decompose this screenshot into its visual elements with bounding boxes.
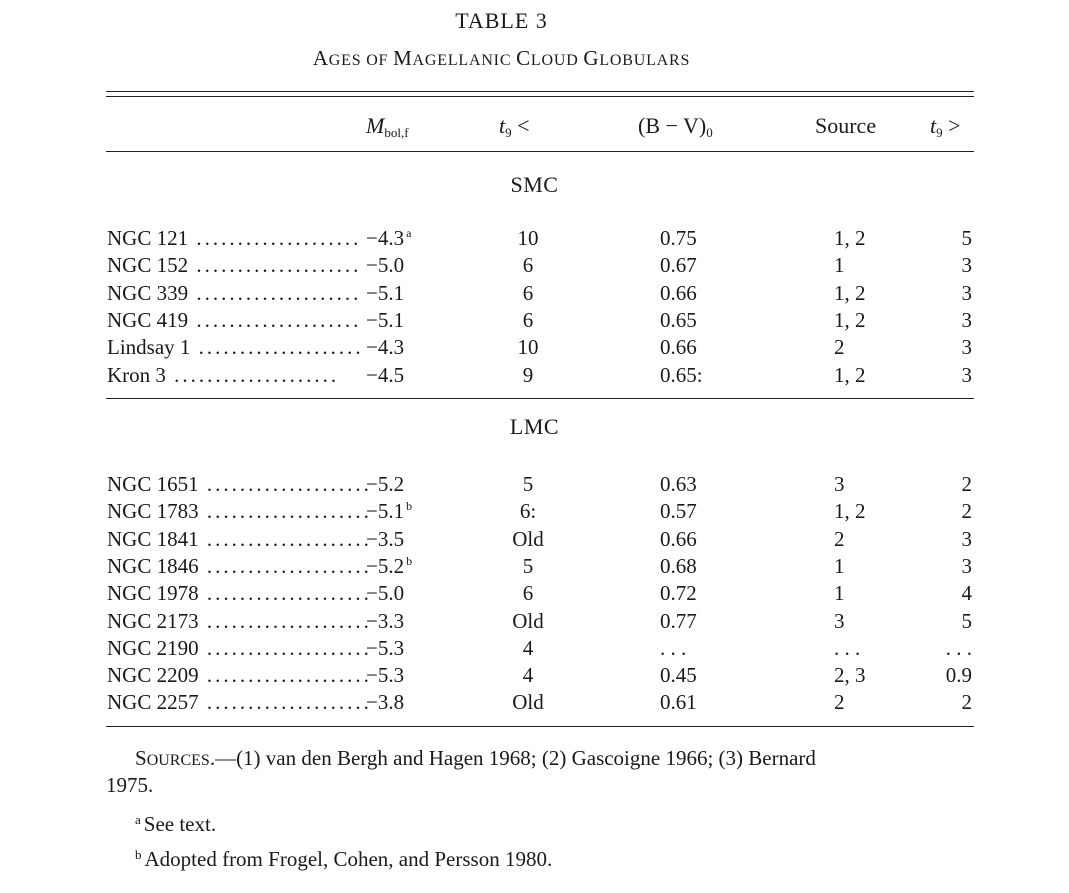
t9-less-value: Old [512, 608, 544, 633]
cluster-name-text: NGC 1841 [107, 526, 199, 551]
cluster-name [107, 280, 362, 306]
cluster-name-text: Lindsay 1 [107, 335, 191, 360]
sources-note: SOURCES.—(1) van den Bergh and Hagen 1968; (2) Gascoigne 1966; (3) Bernard [135, 746, 816, 770]
mbol-value: −5.1 $^b$ [366, 499, 413, 524]
b-minus-v-value: 0.68 [660, 553, 697, 578]
top-rule-1 [106, 91, 974, 92]
table-row [0, 636, 1003, 664]
mbol-value: −4.3 $^a$ [366, 226, 412, 250]
mbol-value: −5.1 [366, 307, 405, 332]
source-value: . . . [834, 635, 861, 660]
source-value: 1 [834, 581, 845, 606]
cluster-name [107, 226, 362, 251]
cluster-name [107, 553, 372, 579]
b-minus-v-value: 0.63 [660, 472, 697, 496]
mbol-value: −4.3 [366, 335, 405, 360]
cluster-name-text: NGC 152 [107, 253, 189, 278]
cluster-name-text: Kron 3 [107, 362, 166, 387]
header-b-minus-v: $(B - V)_0$ [638, 113, 713, 140]
leader-dots: .................... [188, 280, 362, 305]
t9-greater-value: 2 [961, 499, 972, 524]
b-minus-v-value: 0.45 [660, 663, 697, 688]
table-row [0, 499, 1003, 527]
header-t9-less: $t_9$ < [499, 113, 530, 140]
mbol-value: −3.8 [366, 690, 405, 715]
cluster-name [107, 472, 372, 497]
cluster-name [107, 253, 362, 278]
mbol-value: −3.3 [366, 608, 405, 633]
leader-dots: .................... [198, 690, 372, 715]
cluster-name-text: NGC 1783 [107, 499, 199, 524]
footnote-b: $^b$ Adopted from Frogel, Cohen, and Persson 1980. [135, 847, 553, 871]
cluster-name-text: NGC 1978 [107, 581, 199, 606]
leader-dots: .................... [198, 472, 372, 496]
b-minus-v-value: 0.67 [660, 253, 697, 278]
b-minus-v-value: 0.66 [660, 280, 697, 305]
b-minus-v-value: 0.66 [660, 526, 697, 551]
source-value: 1, 2 [834, 499, 866, 524]
t9-greater-value: 2 [961, 472, 972, 496]
mbol-value: −5.0 [366, 581, 405, 606]
t9-less-value: 4 [522, 663, 534, 688]
cluster-name [107, 581, 372, 606]
caption-part: LOBULARS [599, 52, 691, 69]
leader-dots: .................... [188, 253, 362, 278]
t9-greater-value: . . . [945, 635, 972, 660]
footnote-marker: a [406, 226, 412, 240]
b-minus-v-value: 0.77 [660, 608, 697, 633]
header-t9-greater: $t_9$ > [930, 113, 961, 140]
source-value: 1 [834, 253, 845, 278]
table-row [0, 609, 1003, 637]
t9-less-value: 5 [522, 553, 534, 578]
mbol-value: −5.1 [366, 280, 405, 305]
t9-greater-value: 3 [961, 253, 972, 278]
b-minus-v-value: 0.66 [660, 335, 697, 360]
leader-dots: .................... [198, 635, 372, 660]
footnote-a: $^a$ See text. [135, 812, 217, 836]
t9-greater-value: 3 [961, 526, 972, 551]
table-row [0, 663, 1003, 691]
source-value: 2, 3 [834, 663, 866, 688]
t9-less-value: 6: [519, 499, 537, 524]
source-value: 3 [834, 472, 845, 496]
cluster-name-text: NGC 2209 [107, 663, 199, 688]
t9-less-value: 6 [522, 280, 534, 305]
table-row [0, 363, 1003, 391]
leader-dots: .................... [190, 335, 364, 360]
table-row [0, 554, 1003, 582]
caption-part: C [516, 46, 531, 70]
header-mbol: $M_{bol,f}$ [366, 113, 409, 140]
leader-dots: .................... [198, 553, 372, 578]
t9-less-value: 10 [517, 226, 539, 250]
leader-dots: .................... [198, 499, 372, 524]
source-value: 1, 2 [834, 280, 866, 305]
table-row [0, 308, 1003, 336]
leader-dots: .................... [198, 608, 372, 633]
t9-less-value: Old [512, 690, 544, 715]
cluster-name [107, 663, 372, 688]
cluster-name-text: NGC 339 [107, 280, 189, 305]
cluster-name-text: NGC 2257 [107, 690, 199, 715]
top-rule-2 [106, 96, 974, 97]
cluster-name-text: NGC 419 [107, 307, 189, 332]
table-row [0, 281, 1003, 309]
cluster-name-text: NGC 2173 [107, 608, 199, 633]
mbol-value: −3.5 [366, 526, 405, 551]
cluster-name [107, 362, 340, 388]
cluster-name [107, 526, 372, 552]
b-minus-v-value: 0.57 [660, 499, 697, 524]
cluster-name [107, 499, 372, 524]
caption-part: AGELLANIC [412, 52, 517, 69]
table-row [0, 335, 1003, 363]
source-value: 3 [834, 608, 845, 633]
b-minus-v-value: 0.65: [660, 362, 703, 387]
t9-greater-value: 3 [961, 307, 972, 332]
caption-part: LOUD [530, 52, 584, 69]
t9-greater-value: 3 [961, 335, 972, 360]
t9-greater-value: 2 [961, 690, 972, 715]
source-value: 1, 2 [834, 226, 866, 250]
section-label-lmc: LMC [509, 414, 560, 439]
b-minus-v-value: 0.72 [660, 581, 697, 606]
leader-dots: .................... [198, 526, 372, 551]
t9-less-value: Old [512, 526, 544, 551]
table-row [0, 472, 1003, 500]
source-value: 2 [834, 335, 845, 360]
cluster-name-text: NGC 2190 [107, 635, 199, 660]
footnote-marker: b [406, 499, 413, 514]
mbol-value: −4.5 [366, 362, 405, 387]
caption-part: A [312, 46, 329, 70]
source-value: 1 [834, 553, 845, 578]
header-source: Source [815, 113, 877, 138]
table-row [0, 253, 1003, 281]
t9-less-value: 6 [522, 253, 534, 278]
source-value: 1, 2 [834, 362, 866, 387]
cluster-name-text: NGC 1651 [107, 472, 199, 496]
t9-less-value: 6 [522, 307, 534, 332]
b-minus-v-value: 0.61 [660, 690, 697, 715]
t9-less-value: 10 [517, 335, 539, 360]
caption-part: G [583, 46, 600, 70]
header-rule [106, 151, 974, 152]
t9-greater-value: 0.9 [945, 663, 972, 688]
table-caption [0, 46, 1003, 71]
mbol-value: −5.3 [366, 663, 405, 688]
source-value: 2 [834, 690, 845, 715]
t9-greater-value: 5 [961, 226, 972, 250]
t9-less-value: 9 [522, 362, 534, 387]
cluster-name [107, 635, 372, 661]
leader-dots: .................... [198, 581, 372, 606]
table-row [0, 690, 1003, 718]
t9-less-value: 6 [522, 581, 534, 606]
t9-greater-value: 3 [961, 553, 972, 578]
table-row [0, 581, 1003, 609]
caption-part: GES OF [328, 52, 394, 69]
leader-dots: .................... [165, 362, 340, 387]
cluster-name-text: NGC 121 [107, 226, 189, 250]
cluster-name [107, 307, 362, 333]
b-minus-v-value: 0.65 [660, 307, 697, 332]
b-minus-v-value: . . . [660, 635, 687, 660]
sources-note-continued: 1975. [106, 773, 154, 797]
leader-dots: .................... [198, 663, 372, 688]
cluster-name [107, 335, 364, 360]
table-row [0, 226, 1003, 254]
leader-dots: .................... [188, 307, 362, 332]
mbol-value: −5.2 $^b$ [366, 553, 413, 578]
footnote-marker: b [406, 553, 413, 568]
t9-greater-value: 5 [961, 608, 972, 633]
t9-greater-value: 3 [961, 362, 972, 387]
section-rule [106, 398, 974, 399]
t9-less-value: 4 [522, 635, 534, 660]
leader-dots: .................... [188, 226, 362, 250]
table-row [0, 527, 1003, 555]
table-title: TABLE 3 [455, 8, 548, 33]
mbol-value: −5.2 [366, 472, 405, 496]
t9-greater-value: 3 [961, 280, 972, 305]
caption-part: M [393, 46, 413, 70]
t9-less-value: 5 [522, 472, 534, 496]
b-minus-v-value: 0.75 [660, 226, 697, 250]
source-value: 2 [834, 526, 845, 551]
t9-greater-value: 4 [961, 581, 972, 606]
source-value: 1, 2 [834, 307, 866, 332]
cluster-name [107, 608, 372, 634]
mbol-value: −5.0 [366, 253, 405, 278]
bottom-rule [106, 726, 974, 727]
cluster-name-text: NGC 1846 [107, 553, 199, 578]
section-label-smc: SMC [510, 172, 559, 197]
mbol-value: −5.3 [366, 635, 405, 660]
cluster-name [107, 690, 372, 715]
